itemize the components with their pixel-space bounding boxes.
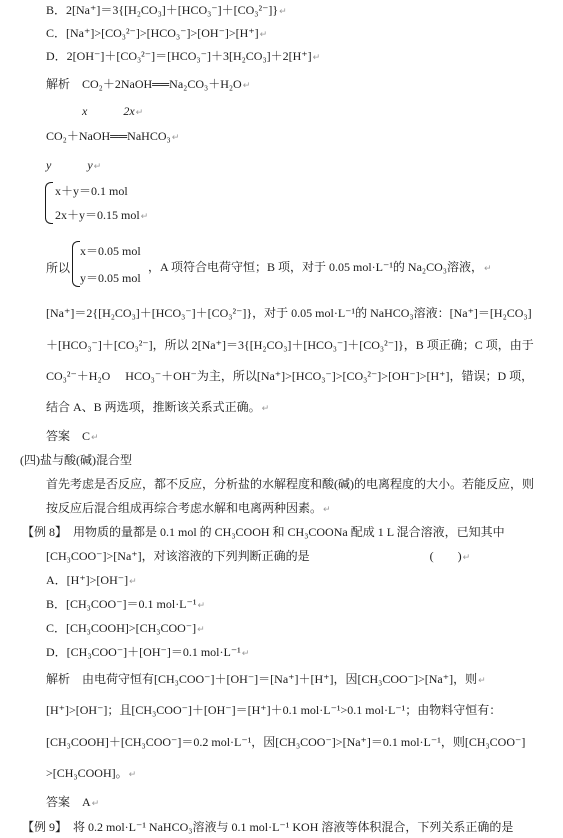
example-8-option-d: D．[CH₃COO⁻]＋[OH⁻]＝0.1 mol·L⁻¹↵	[46, 645, 250, 659]
example-8-option-a: A．[H⁺]>[OH⁻]↵	[46, 573, 137, 587]
paragraph-mark: ↵	[91, 433, 99, 443]
example-9-question: 【例 9】 将 0.2 mol·L⁻¹ NaHCO₃溶液与 0.1 mol·L⁻¹ KOH 溶液等体积混合，下列关系正确的是	[22, 820, 514, 834]
paragraph-mark: ↵	[478, 676, 486, 686]
paragraph-mark: ↵	[171, 133, 180, 143]
analysis-equation-2: CO₂＋NaOH══NaHCO₃↵	[46, 129, 180, 143]
example-8-answer: 答案 A↵	[46, 795, 100, 809]
analysis-line: 结合 A、B 两选项，推断该关系式正确。↵	[46, 400, 270, 414]
paragraph-mark: ↵	[323, 505, 331, 515]
paragraph-mark: ↵	[93, 162, 102, 172]
paragraph-mark: ↵	[483, 264, 492, 274]
analysis-line: [Na⁺]＝2{[H₂CO₃]＋[HCO₃⁻]＋[CO₃²⁻]}，对于 0.05 mol·L⁻¹的 NaHCO₃溶液：[Na⁺]＝[H₂CO₃]	[46, 306, 532, 320]
paragraph-mark: ↵	[312, 53, 321, 63]
example-8-analysis: >[CH₃COOH]。↵	[46, 766, 137, 780]
equation-system-brace	[45, 182, 53, 224]
analysis-line: ＋[HCO₃⁻]＋[CO₃²⁻]，所以 2[Na⁺]＝3{[H₂CO₃]＋[HCO₃⁻]＋[CO₃²⁻]}，B 项正确；C 项，由于	[46, 338, 534, 352]
analysis-equation-1: 解析 CO₂＋2NaOH══Na₂CO₃＋H₂O↵	[46, 77, 251, 91]
example-8-question: [CH₃COO⁻]>[Na⁺]，对该溶液的下列判断正确的是 ( )↵	[46, 549, 471, 563]
paragraph-mark: ↵	[241, 649, 250, 659]
solution-text: ，A 项符合电荷守恒；B 项，对于 0.05 mol·L⁻¹的 Na₂CO₃溶液，↵	[148, 260, 492, 274]
solution-x: x＝0.05 mol	[80, 244, 141, 258]
paragraph-mark: ↵	[462, 553, 471, 563]
solution-prefix: 所以	[46, 261, 71, 275]
example-8-option-b: B．[CH₃COO⁻]＝0.1 mol·L⁻¹↵	[46, 597, 205, 611]
paragraph-mark: ↵	[259, 30, 268, 40]
paragraph-mark: ↵	[129, 577, 137, 587]
example-8-analysis: 解析 由电荷守恒有[CH₃COO⁻]＋[OH⁻]＝[Na⁺]＋[H⁺]，因[CH₃COO⁻]>[Na⁺]，则↵	[46, 672, 486, 686]
answer: 答案 C↵	[46, 429, 99, 443]
paragraph-mark: ↵	[279, 7, 287, 17]
stoich-x: x 2x↵	[82, 104, 144, 118]
section-body: 按反应后混合组成再综合考虑水解和电离两种因素。↵	[46, 501, 331, 515]
example-8-analysis: [CH₃COOH]＋[CH₃COO⁻]＝0.2 mol·L⁻¹，因[CH₃COO⁻]>[Na⁺]＝0.1 mol·L⁻¹，则[CH₃COO⁻]	[46, 735, 526, 749]
paragraph-mark: ↵	[261, 404, 270, 414]
section-body: 首先考虑是否反应，都不反应，分析盐的水解程度和酸(碱)的电离程度的大小。若能反应，则	[46, 477, 534, 491]
system-eq-1: x＋y＝0.1 mol	[55, 184, 128, 198]
option-b: B．2[Na⁺]＝3{[H₂CO₃]＋[HCO₃⁻]＋[CO₃²⁻]}↵	[46, 3, 287, 17]
paragraph-mark: ↵	[242, 81, 251, 91]
paragraph-mark: ↵	[197, 601, 205, 611]
solution-brace	[72, 241, 80, 287]
system-eq-2: 2x＋y＝0.15 mol↵	[55, 208, 149, 222]
option-c: C．[Na⁺]>[CO₃²⁻]>[HCO₃⁻]>[OH⁻]>[H⁺]↵	[46, 26, 268, 40]
example-8-option-c: C．[CH₃COOH]>[CH₃COO⁻]↵	[46, 621, 205, 635]
example-8-analysis: [H⁺]>[OH⁻]；且[CH₃COO⁻]＋[OH⁻]＝[H⁺]＋0.1 mol·L⁻¹>0.1 mol·L⁻¹；由物料守恒有：	[46, 703, 502, 717]
option-d: D．2[OH⁻]＋[CO₃²⁻]＝[HCO₃⁻]＋3[H₂CO₃]＋2[H⁺]↵	[46, 49, 321, 63]
section-heading: (四)盐与酸(碱)混合型	[20, 453, 132, 467]
stoich-y: y y↵	[46, 158, 102, 172]
example-8-question: 【例 8】 用物质的量都是 0.1 mol 的 CH₃COOH 和 CH₃COONa 配成 1 L 混合溶液，已知其中	[22, 525, 505, 539]
solution-y: y＝0.05 mol	[80, 271, 141, 285]
paragraph-mark: ↵	[135, 108, 144, 118]
paragraph-mark: ↵	[128, 770, 137, 780]
paragraph-mark: ↵	[91, 799, 100, 809]
paragraph-mark: ↵	[140, 212, 149, 222]
paragraph-mark: ↵	[197, 625, 205, 635]
analysis-line: CO₃²⁻＋H₂O HCO₃⁻＋OH⁻为主，所以[Na⁺]>[HCO₃⁻]>[CO₃²⁻]>[OH⁻]>[H⁺]，错误；D 项，	[46, 369, 534, 383]
